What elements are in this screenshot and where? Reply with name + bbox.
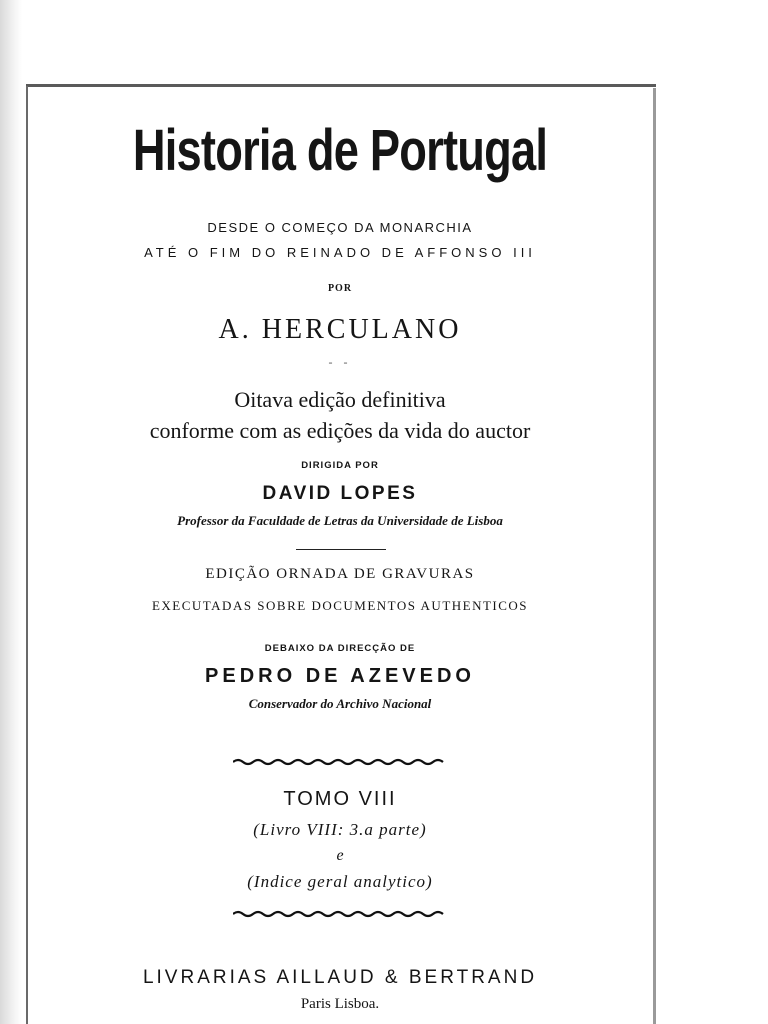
volume-conjunction: e (336, 847, 344, 864)
directed-by-label: DIRIGIDA POR (301, 460, 379, 471)
volume-book-part: (Livro VIII: 3.a parte) (253, 820, 427, 839)
subtitle-line-2: ATÉ O FIM DO REINADO DE AFFONSO III (144, 245, 536, 260)
edition-line-1: Oitava edição definitiva (234, 387, 446, 412)
border-top (26, 84, 656, 87)
subtitle-line-1: DESDE O COMEÇO DA MONARCHIA (207, 220, 473, 235)
engravings-line-2: EXECUTADAS SOBRE DOCUMENTOS AUTHENTICOS (151, 598, 529, 613)
volume-number: TOMO VIII (283, 788, 397, 810)
supervisor-role: Conservador do Archivo Nacional (248, 696, 432, 711)
director-name: DAVID LOPES (262, 483, 418, 504)
supervisor-name: PEDRO DE AZEVEDO (205, 665, 475, 687)
publisher-name: LIVRARIAS AILLAUD & BERTRAND (142, 967, 538, 988)
by-label: POR (327, 283, 353, 294)
publisher-cities: Paris Lisboa. (300, 996, 380, 1012)
author-name: A. HERCULANO (218, 314, 462, 345)
border-left (26, 86, 28, 1024)
wavy-ornament-bottom (233, 909, 447, 919)
volume-index: (Indice geral analytico) (247, 872, 433, 891)
edition-line-2: conforme com as edições da vida do auctor (149, 418, 531, 443)
book-title: Historia de Portugal (132, 118, 548, 183)
supervision-label: DEBAIXO DA DIRECÇÃO DE (264, 643, 416, 654)
ornament-dots: - - (328, 355, 352, 369)
divider-rule (296, 549, 386, 550)
scan-edge-shadow (0, 0, 22, 1024)
engravings-line-1: EDIÇÃO ORNADA DE GRAVURAS (205, 566, 475, 582)
director-role: Professor da Faculdade de Letras da Universidade de Lisboa (177, 513, 503, 528)
wavy-ornament-top (233, 757, 447, 767)
border-right (653, 88, 656, 1024)
